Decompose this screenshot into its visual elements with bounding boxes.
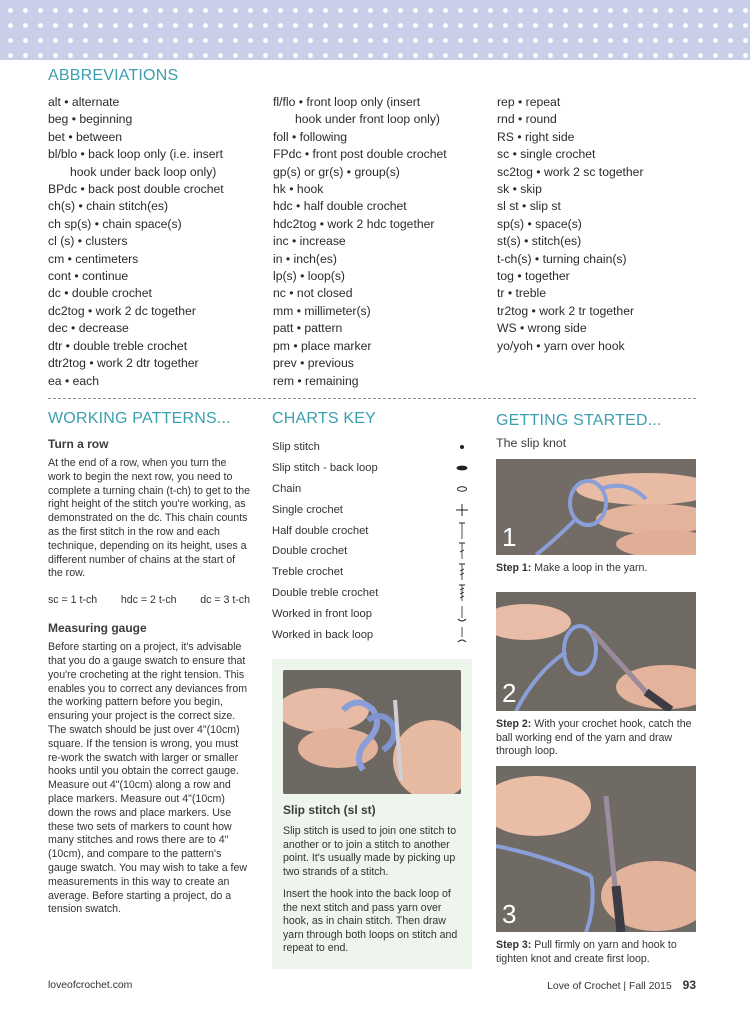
open-oval-icon: [452, 479, 472, 499]
key-label: Worked in front loop: [272, 607, 372, 620]
key-row-chain: [272, 479, 472, 500]
abbr-item: tr • treble: [497, 286, 546, 301]
step-2-photo: [496, 592, 696, 711]
abbr-item: foll • following: [273, 129, 348, 144]
key-row-back-loop: [272, 624, 472, 645]
abbr-item: in • inch(es): [273, 251, 337, 266]
step-3-photo: [496, 766, 696, 932]
working-patterns-section: [48, 410, 250, 917]
abbr-item: hk • hook: [273, 182, 324, 197]
abbr-item: dc2tog • work 2 dc together: [48, 303, 196, 318]
measuring-gauge-text: Before starting on a project, it's advisable that you do a gauge swatch to ensure that you're crocheting at the right tension. This enables you to correct any deviances from the working pattern before you begin, ensuring your project is the correct size. The swatch should be just over 4"(10cm) square. If the tension is wrong, you must re-work the swatch with larger or smaller hooks until you obtain the correct gauge. Measure out 4"(10cm) along a row and place markers. Measure out 4"(10cm) down the rows and place markers. Use these two sets of markers to count how many stitches and rows there are to 4"(10cm), and compare to the pattern's gauge swatch. You may wish to take a few measurements in this way to create an average. Before starting a project, do a tension swatch.: [48, 641, 248, 916]
abbr-item: cm • centimeters: [48, 251, 139, 266]
key-label: Double crochet: [272, 545, 348, 558]
abbr-item: yo/yoh • yarn over hook: [497, 338, 625, 353]
abbr-item-continuation: hook under back loop only): [70, 164, 217, 179]
key-row-double-treble-crochet: [272, 583, 472, 604]
abbr-item: patt • pattern: [273, 321, 343, 336]
step-text: Pull firmly on yarn and hook to tighten knot and create first loop.: [496, 939, 677, 965]
step-number: 3: [502, 899, 517, 929]
turn-a-row-text: At the end of a row, when you turn the work to begin the next row, you need to complete a turning chain (t-ch) to get to the right height of the stitch you're working, as demonstrated on the dc. This chain counts as the first stitch in the row and each technique, depending on its height, uses a different number of chains at the start of the row.: [48, 457, 250, 580]
abbr-item: pm • place marker: [273, 338, 372, 353]
abbr-item: bl/blo • back loop only (i.e. insert: [48, 147, 223, 162]
section-divider: [48, 398, 696, 399]
step-1-photo: [496, 459, 696, 555]
slip-stitch-heading: Slip stitch (sl st): [283, 803, 376, 817]
key-row-slip-stitch-back-loop: [272, 458, 472, 479]
footer-publication: [547, 978, 696, 992]
step-2-caption: [496, 718, 698, 759]
key-label: Worked in back loop: [272, 628, 374, 641]
abbreviations-column-3: [497, 94, 707, 355]
slip-stitch-photo: [283, 670, 461, 794]
t-bar-three-slash-icon: [452, 583, 472, 603]
slip-stitch-text-2: Insert the hook into the back loop of the next stitch and pass yarn over hook, as in chain stitch. Then draw yarn through both loops on stitch and repeat to end.: [283, 888, 458, 955]
formula-hdc: hdc = 2 t-ch: [120, 594, 177, 607]
slip-knot-subtitle: The slip knot: [496, 436, 567, 450]
key-label: Treble crochet: [272, 566, 344, 579]
key-row-double-crochet: [272, 541, 472, 562]
abbr-item: ea • each: [48, 373, 100, 388]
back-loop-arc-icon: [452, 625, 472, 645]
key-label: Double treble crochet: [272, 586, 379, 599]
footer-magazine: Love of Crochet: [547, 981, 621, 992]
slip-stitch-dot-icon: [452, 437, 472, 457]
step-label: Step 1:: [496, 562, 532, 574]
abbr-item: cl (s) • clusters: [48, 234, 128, 249]
step-3-caption: [496, 939, 698, 966]
front-loop-arc-icon: [452, 604, 472, 624]
abbr-item: rem • remaining: [273, 373, 359, 388]
abbr-item: sp(s) • space(s): [497, 216, 582, 231]
key-row-single-crochet: [272, 499, 472, 520]
key-label: Half double crochet: [272, 524, 369, 537]
abbreviations-column-1: [48, 94, 273, 390]
abbr-item: beg • beginning: [48, 112, 133, 127]
abbr-item: lp(s) • loop(s): [273, 269, 345, 284]
abbr-item: sl st • slip st: [497, 199, 561, 214]
abbr-item: ch sp(s) • chain space(s): [48, 216, 182, 231]
plus-icon: [452, 500, 472, 520]
key-row-half-double-crochet: [272, 520, 472, 541]
abbr-item: dc • double crochet: [48, 286, 152, 301]
step-text: Make a loop in the yarn.: [531, 562, 648, 574]
key-label: Single crochet: [272, 503, 343, 516]
key-row-treble-crochet: [272, 562, 472, 583]
abbr-item: dtr • double treble crochet: [48, 338, 188, 353]
getting-started-section: [496, 412, 696, 450]
step-number: 2: [502, 678, 517, 708]
abbr-item: dec • decrease: [48, 321, 129, 336]
charts-key-title: CHARTS KEY: [272, 410, 376, 427]
abbr-item: prev • previous: [273, 356, 354, 371]
abbr-item: BPdc • back post double crochet: [48, 182, 224, 197]
abbr-item: tr2tog • work 2 tr together: [497, 303, 635, 318]
abbr-item: dtr2tog • work 2 dtr together: [48, 356, 199, 371]
t-bar-icon: [452, 521, 472, 541]
abbr-item: alt • alternate: [48, 95, 120, 109]
key-label: Slip stitch: [272, 441, 320, 454]
abbreviations-column-2: [273, 94, 498, 390]
key-row-slip-stitch: [272, 437, 472, 458]
formula-sc: sc = 1 t-ch: [48, 594, 98, 607]
abbr-item: mm • millimeter(s): [273, 303, 371, 318]
abbr-item: t-ch(s) • turning chain(s): [497, 251, 627, 266]
abbr-item: bet • between: [48, 129, 123, 144]
t-bar-one-slash-icon: [452, 541, 472, 561]
step-1-caption: [496, 562, 698, 576]
abbr-item: hdc2tog • work 2 hdc together: [273, 216, 435, 231]
abbr-item-continuation: hook under front loop only): [295, 112, 440, 127]
abbr-item: rep • repeat: [497, 95, 561, 109]
step-text: With your crochet hook, catch the ball working end of the yarn and draw through loop.: [496, 718, 692, 758]
abbr-item: cont • continue: [48, 269, 129, 284]
step-label: Step 3:: [496, 939, 532, 951]
key-label: Chain: [272, 482, 302, 495]
turn-a-row-heading: Turn a row: [48, 437, 109, 451]
abbr-item: WS • wrong side: [497, 321, 587, 336]
footer-website: loveofcrochet.com: [48, 980, 133, 991]
abbr-item: sk • skip: [497, 182, 542, 197]
charts-key-section: [272, 410, 472, 645]
abbr-item: nc • not closed: [273, 286, 353, 301]
measuring-gauge-heading: Measuring gauge: [48, 621, 147, 636]
getting-started-title: GETTING STARTED...: [496, 412, 662, 429]
step-label: Step 2:: [496, 718, 532, 730]
slip-stitch-text-1: Slip stitch is used to join one stitch to another or to join a stitch to another point. It's usually made by picking up two strands of a stitch.: [283, 825, 457, 878]
abbr-item: gp(s) or gr(s) • group(s): [273, 164, 400, 179]
t-bar-two-slash-icon: [452, 562, 472, 582]
abbr-item: sc • single crochet: [497, 147, 596, 162]
abbr-item: inc • increase: [273, 234, 346, 249]
abbr-item: rnd • round: [497, 112, 557, 127]
key-label: Slip stitch - back loop: [272, 462, 378, 475]
slip-stitch-panel: [272, 659, 472, 969]
step-number: 1: [502, 522, 517, 552]
working-patterns-title: WORKING PATTERNS...: [48, 410, 231, 427]
abbr-item: hdc • half double crochet: [273, 199, 407, 214]
key-row-front-loop: [272, 603, 472, 624]
abbreviations-title: ABBREVIATIONS: [48, 67, 179, 84]
abbr-item: ch(s) • chain stitch(es): [48, 199, 169, 214]
abbr-item: fl/flo • front loop only (insert: [273, 95, 421, 109]
abbr-item: st(s) • stitch(es): [497, 234, 582, 249]
abbr-item: FPdc • front post double crochet: [273, 147, 447, 162]
polka-dot-header-band: [0, 0, 750, 60]
filled-oval-icon: [452, 458, 472, 478]
abbr-item: sc2tog • work 2 sc together: [497, 164, 644, 179]
abbr-item: tog • together: [497, 269, 570, 284]
page-number: 93: [682, 978, 696, 992]
abbr-item: RS • right side: [497, 129, 575, 144]
footer-issue: | Fall 2015: [623, 981, 672, 992]
turning-chain-formula: [48, 594, 250, 606]
formula-dc: dc = 3 t-ch: [200, 594, 250, 607]
